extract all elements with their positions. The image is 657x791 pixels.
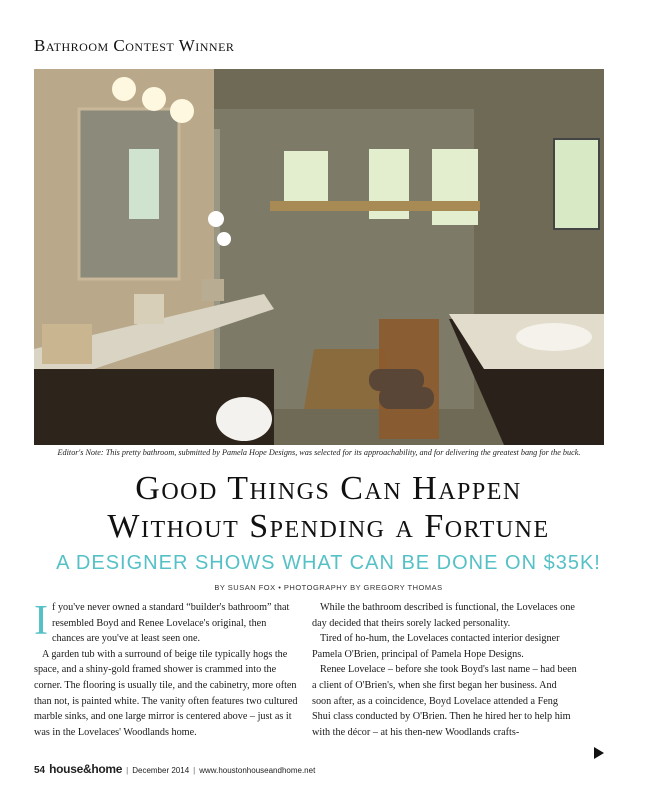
drop-cap: I [34, 598, 48, 644]
page-number: 54 [34, 765, 46, 776]
continue-arrow-icon [594, 747, 604, 759]
paragraph-1-text: f you've never owned a standard “builder's bathroom” that resembled Boyd and Renee Lovelace's original, then chances are you've at least seen one. [52, 602, 290, 645]
issue-date: December 2014 [132, 766, 190, 775]
headline [20, 470, 637, 546]
subheadline: A DESIGNER SHOWS WHAT CAN BE DONE ON $35K! [56, 552, 601, 574]
byline: BY SUSAN FOX • PHOTOGRAPHY BY GREGORY THOMAS [214, 583, 443, 592]
section-kicker: Bathroom Contest Winner [34, 36, 235, 55]
photo-caption: Editor's Note: This pretty bathroom, submitted by Pamela Hope Designs, was selected for its approachability, and for delivering the greatest bang for the buck. [57, 448, 581, 457]
footer-separator: | [126, 766, 129, 775]
article-column-right [312, 600, 578, 740]
paragraph-4: Tired of ho-hum, the Lovelaces contacted interior designer Pamela O'Brien, principal of Pamela Hope Designs. [312, 633, 560, 660]
paragraph-5: Renee Lovelace – before she took Boyd's last name – had been a client of O'Brien's, when she first began her business. And soon after, as a coincidence, Boyd Lovelace attended a Feng Shui class conducted by O'Brien. Then he hired her to help him with the décor – at his then-new Woodlands crafts- [312, 664, 577, 738]
article-column-left [34, 600, 300, 740]
paragraph-3: While the bathroom described is functional, the Lovelaces one day decided that theirs sorely lacked personality. [312, 602, 575, 629]
headline-line-2: Without Spending a Fortune [107, 508, 550, 545]
paragraph-2: A garden tub with a surround of beige tile typically hogs the space, and a shiny-gold framed shower is crammed into the corner. The flooring is usually tile, and the cabinetry, more often than not, is painted white. The vanity often features two cultured marble sinks, and one large mirror is centered above – just as it was in the Lovelaces' Woodlands home. [34, 648, 298, 738]
magazine-brand: house&home [49, 762, 123, 776]
footer-separator: | [193, 766, 196, 775]
headline-line-1: Good Things Can Happen [135, 470, 522, 507]
website-url: www.houstonhouseandhome.net [199, 766, 316, 775]
paragraph-1 [34, 600, 300, 647]
page-footer [34, 762, 315, 776]
bathroom-photo [34, 69, 604, 445]
